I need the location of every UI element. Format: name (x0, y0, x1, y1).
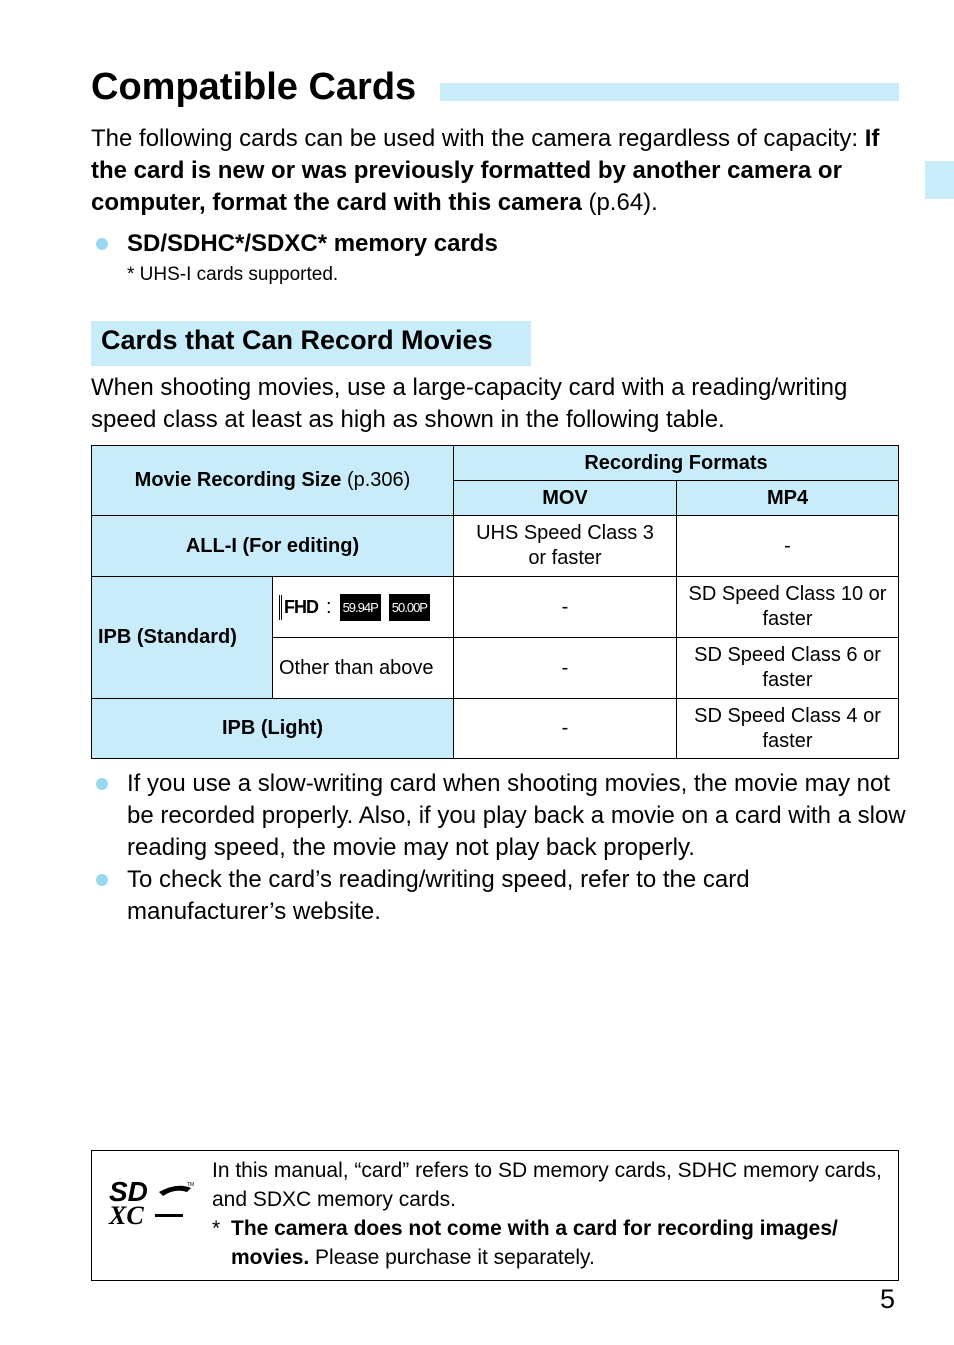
cell-light-mp4 (676, 698, 899, 759)
row-label-all-i: ALL-I (For editing) (91, 515, 454, 577)
note-asterisk: * (212, 1217, 221, 1240)
sdxc-logo-icon (107, 1176, 195, 1228)
title-accent-bar (440, 83, 899, 101)
bullet-icon (96, 778, 108, 790)
movies-intro: When shooting movies, use a large-capacity card with a reading/writing speed class at least as high as shown in the following table. (91, 374, 848, 433)
chapter-tab (925, 161, 954, 199)
cell-fhd-icons (272, 576, 454, 638)
bullet-text: If you use a slow-writing card when shooting movies, the movie may not be recorded properly. Also, if you play back a movie on a card with a slow reading speed, the movie may not play back properly. (127, 770, 906, 861)
svg-text:XC: XC (109, 1201, 144, 1228)
size-header-cell (91, 445, 454, 516)
bullet-icon (96, 238, 108, 250)
row-label-ipb-light: IPB (Light) (91, 698, 454, 759)
intro-ref: (p.64). (581, 189, 658, 216)
bullet-text: To check the card’s reading/writing speed, refer to the card manufacturer’s website. (127, 866, 750, 925)
bullet-icon (96, 874, 108, 886)
card-types-note: * UHS-I cards supported. (127, 264, 339, 285)
fhd-icon: FHD (279, 595, 318, 620)
page-number: 5 (880, 1284, 896, 1314)
cell-light-mp4-text: SD Speed Class 4 or faster (694, 704, 881, 752)
note-purchase (231, 1214, 886, 1272)
cell-other-mov: - (453, 637, 677, 699)
mov-header: MOV (453, 480, 677, 516)
cell-other-label: Other than above (272, 637, 454, 699)
frame-rate-50-00p-icon: 50.00P (389, 594, 430, 621)
intro-text: The following cards can be used with the camera regardless of capacity: (91, 125, 865, 152)
svg-text:SD: SD (109, 1176, 148, 1207)
cell-other-mp4-text: SD Speed Class 6 or faster (694, 644, 881, 691)
note-bold: The camera does not come with a card for recording images/ movies. (231, 1217, 838, 1269)
cell-fhd-mp4-text: SD Speed Class 10 or faster (688, 583, 887, 630)
svg-text:TM: TM (187, 1182, 195, 1188)
mp4-header: MP4 (676, 480, 899, 516)
cell-other-mp4 (676, 637, 899, 699)
note-text: In this manual, “card” refers to SD memory cards, SDHC memory cards, and SDXC memory cards. (212, 1159, 882, 1211)
cell-all-i-mov (453, 515, 677, 577)
page-title: Compatible Cards (91, 66, 417, 108)
size-header-ref: (p.306) (341, 469, 411, 491)
cell-fhd-mov: - (453, 576, 677, 638)
formats-header: Recording Formats (453, 445, 899, 481)
card-speed-table (91, 445, 899, 759)
cell-fhd-mp4 (676, 576, 899, 638)
intro-paragraph (91, 123, 906, 219)
note-rest: Please purchase it separately. (309, 1246, 595, 1269)
section-heading: Cards that Can Record Movies (101, 325, 493, 355)
cell-light-mov: - (453, 698, 677, 759)
size-header: Movie Recording Size (134, 469, 342, 491)
card-types-label: SD/SDHC*/SDXC* memory cards (127, 230, 498, 257)
intro-bold-text: If the card is new or was previously formatted by another camera or computer, format the card with this camera (91, 125, 880, 216)
cell-all-i-mp4: - (676, 515, 899, 577)
icon-separator: : (326, 595, 332, 618)
frame-rate-59-94p-icon: 59.94P (340, 594, 381, 621)
row-label-ipb-standard: IPB (Standard) (91, 576, 273, 699)
cell-all-i-mov-text: UHS Speed Class 3 or faster (476, 522, 654, 569)
